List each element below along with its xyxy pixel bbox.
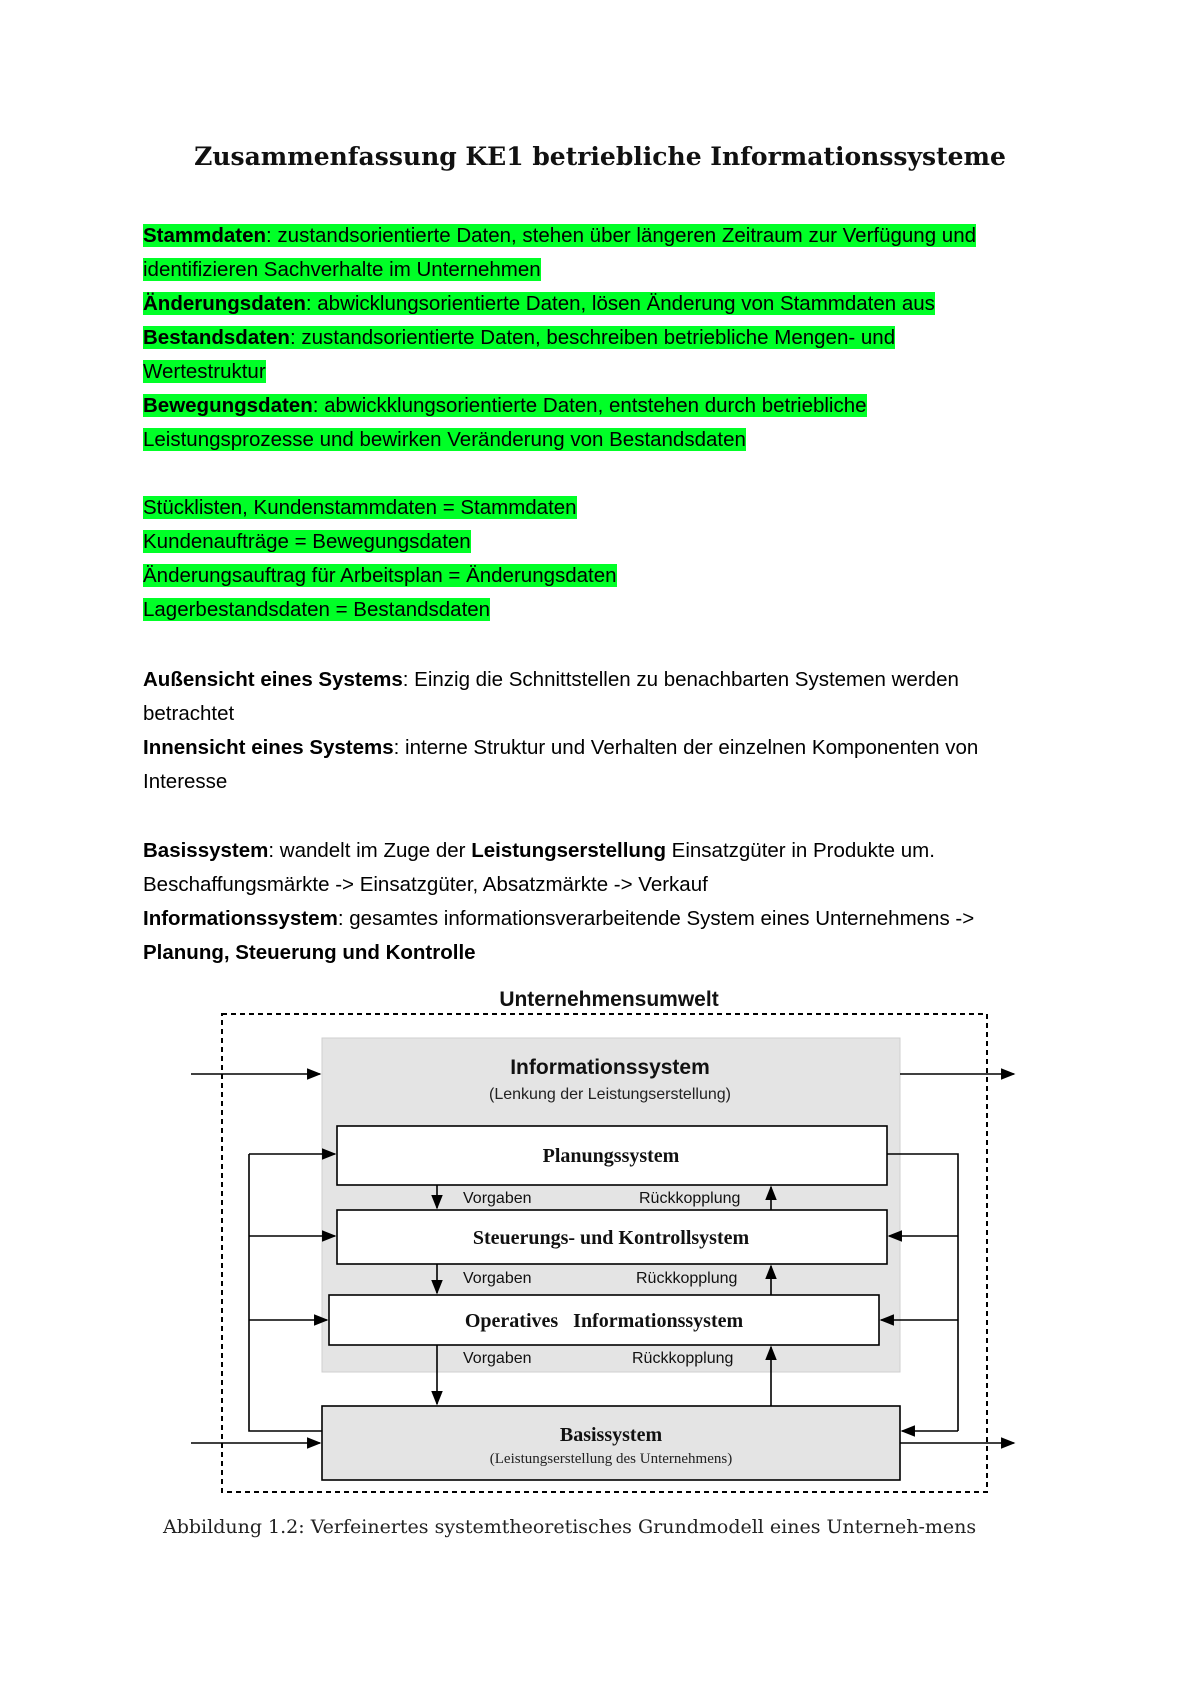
- vorgaben-label: Vorgaben: [463, 1190, 532, 1207]
- example-line: Kundenaufträge = Bewegungsdaten: [143, 530, 471, 553]
- basis-system-subtitle: (Leistungserstellung des Unternehmens): [489, 1451, 733, 1467]
- term-bestandsdaten: Bestandsdaten: [143, 326, 290, 349]
- control-system-label: Steuerungs- und Kontrollsystem: [472, 1227, 750, 1249]
- term-innensicht: Innensicht eines Systems: [143, 736, 394, 759]
- term-bewegungsdaten: Bewegungsdaten: [143, 394, 313, 417]
- term-informationssystem: Informationssystem: [143, 907, 338, 930]
- figure-caption: Abbildung 1.2: Verfeinertes systemtheoretisches Grundmodell eines Unterneh-mens: [163, 1516, 977, 1538]
- rueckkopplung-label: Rückkopplung: [632, 1350, 734, 1367]
- term-aenderungsdaten: Änderungsdaten: [143, 292, 306, 315]
- term-stammdaten: Stammdaten: [143, 224, 267, 247]
- environment-label: Unternehmensumwelt: [499, 988, 719, 1011]
- system-views: Außensicht eines Systems: Einzig die Schnittstellen zu benachbarten Systemen werden betrachtet Innensicht eines Systems: interne Struktur und Verhalten der einzelnen Komponenten von Interesse: [143, 668, 979, 793]
- information-system-title: Informationssystem: [510, 1056, 710, 1079]
- planning-system-label: Planungssystem: [542, 1145, 680, 1167]
- rueckkopplung-label: Rückkopplung: [639, 1190, 741, 1207]
- example-line: Lagerbestandsdaten = Bestandsdaten: [143, 598, 491, 621]
- basis-system-label: Basissystem: [559, 1424, 663, 1446]
- system-definitions: Basissystem: wandelt im Zuge der Leistungserstellung Einsatzgüter in Produkte um. Beschaffungsmärkte -> Einsatzgüter, Absatzmärkte -> Verkauf Informationssystem: gesamtes informationsverarbeitende System eines Unternehmens -> Planung, Steuerung und Kontrolle: [143, 839, 975, 964]
- term-basissystem: Basissystem: [143, 839, 269, 862]
- information-system-subtitle: (Lenkung der Leistungserstellung): [489, 1086, 731, 1103]
- vorgaben-label: Vorgaben: [463, 1270, 532, 1287]
- example-line: Stücklisten, Kundenstammdaten = Stammdaten: [143, 496, 577, 519]
- vorgaben-label: Vorgaben: [463, 1350, 532, 1367]
- operative-system-label: Operatives Informationssystem: [464, 1310, 744, 1332]
- data-definitions: Stammdaten: zustandsorientierte Daten, stehen über längeren Zeitraum zur Verfügung und identifizieren Sachverhalte im Unternehmen Änderungsdaten: abwicklungsorientierte Daten, lösen Änderung von Stammdaten aus Bestandsdaten: zustandsorientierte Daten, beschreiben betriebliche Mengen- und Wertestruktur Bewegungsdaten: abwickklungsorientierte Daten, entstehen durch betriebliche Leistungsprozesse und bewirken Veränderung von Bestandsdaten: [143, 224, 976, 451]
- rueckkopplung-label: Rückkopplung: [636, 1270, 738, 1287]
- term-aussensicht: Außensicht eines Systems: [143, 668, 403, 691]
- example-line: Änderungsauftrag für Arbeitsplan = Änderungsdaten: [143, 564, 617, 587]
- page-title: Zusammenfassung KE1 betriebliche Informationssysteme: [194, 142, 1006, 171]
